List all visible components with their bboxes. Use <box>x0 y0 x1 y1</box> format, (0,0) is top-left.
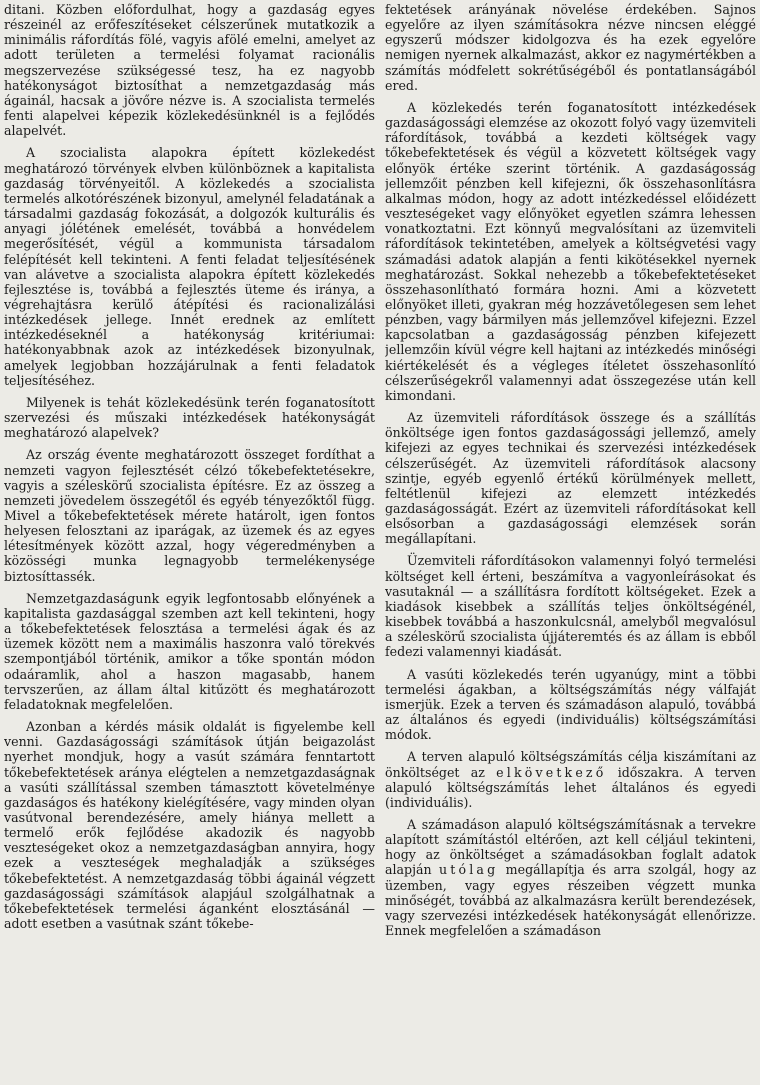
spaced-emphasis: elkövetkező <box>496 764 607 780</box>
paragraph-text: időszakra. A terven alapuló költségszámítás lehet általános és egyedi (individuális). <box>385 764 756 810</box>
paragraph: Az üzemviteli ráfordítások összege és a szállítás önköltsége igen fontos gazdaságossági jellemző, amely kifejezi az egyes technikai és szervezési intézkedések célszerűségét. Az üzemviteli ráfordítások alacsony szintje, egyéb egyenlő értékű körülmények mellett, feltétlenül kifejezi az elemzett intézkedés gazdaságosságát. Ezért az üzemviteli ráfordításokat kell elsősorban a gazdaságossági elemzések során megállapítani. <box>385 410 756 547</box>
paragraph <box>385 749 756 810</box>
paragraph: A közlekedés terén foganatosított intézkedések gazdaságossági elemzése az okozott folyó vagy üzemviteli ráfordítások, továbbá a kezdeti költségek vagy tőkebefektetések és végül a közvetett költségek vagy előnyök értéke szerint történik. A gazdaságosság jellemzőit pénzben kell kifejezni, ők összehasonlításra alkalmas módon, hogy az adott intézkedéssel előidézett veszteségeket vagy előnyöket egyetlen számra lehessen vonatkoztatni. Ezt könnyű megvalósítani az üzemviteli ráfordítások tekintetében, amelyek a költségvetési vagy számadási adatok alapján a fenti kikötésekkel nyernek meghatározást. Sokkal nehezebb a tőkebefektetéseket összehasonlítható formára hozni. Ami a közvetett előnyöket illeti, gyakran még hozzávetőlegesen sem lehet pénzben, vagy bármilyen más jellemzővel kifejezni. Ezzel kapcsolatban a gazdaságosság pénzben kifejezett jellemzőin kívül végre kell hajtani az intézkedés minőségi kiértékelését és a végleges ítéletet összehasonlító célszerűségekről valamennyi adat összegezése után kell kimondani. <box>385 99 756 403</box>
paragraph <box>385 817 756 938</box>
paragraph: A szocialista alapokra épített közlekedést meghatározó törvények elvben különböznek a kapitalista gazdaság törvényeitől. A közlekedés a szocialista termelés alkotórészének bizonyul, amelynél feladatának a társadalmi gazdaság fokozását, a dolgozók kulturális és anyagi jólétének emelését, továbbá a honvédelem megerősítését, végül a kommunista társadalom felépítését kell tekinteni. A fenti feladat teljesítésének van alávetve a szocialista alapokra épített közlekedés fejlesztése is, továbbá a fejlesztés üteme és iránya, a végrehajtásra kerülő átépítési és racionalizálási intézkedések jellege. Innét erednek az említett intézkedéseknél a hatékonyság kritériumai: hatékonyabbnak azok az intézkedések bizonyulnak, amelyek legjobban hozzájárulnak a fenti feladatok teljesítéséhez. <box>4 145 375 388</box>
left-column <box>4 2 375 1085</box>
paragraph: ditani. Közben előfordulhat, hogy a gazdaság egyes részeinél az erőfeszítéseket célszerűnek mutatkozik a minimális ráfordítás fölé, vagyis afölé emelni, amelyet az adott területen a termelési folyamat racionális megszervezése szükségessé tesz, ha ez nagyobb hatékonyságot biztosíthat a nemzetgazdaság más ágainál, hacsak a jövőre nézve is. A szocialista termelés fenti alapelvei képezik közlekedésünknél is a fejlődés alapelvét. <box>4 2 375 139</box>
paragraph-text: megállapítja és arra szolgál, hogy az üzemben, vagy egyes részeiben végzett munka minőségét, továbbá az alkalmazásra került berendezések, vagy szervezési intézkedések hatékonyságát ellenőrizze. Ennek megfelelően a számadáson <box>385 862 756 939</box>
paragraph: Azonban a kérdés másik oldalát is figyelembe kell venni. Gazdaságossági számítások útján beigazolást nyerhet mondjuk, hogy a vasút számára fenntartott tőkebefektetések aránya elégtelen a nemzetgazdaságnak a vasúti szállítással szemben támasztott követelménye gazdaságos és hatékony kielégítésére, vagy minden olyan vasútvonal berendezésére, amely hiánya mellett a termelő erők fejlődése akadozik és nagyobb veszteségeket okoz a nemzetgazdaságban annyira, hogy ezek a veszteségek meghaladják a szükséges tőkebefektetést. A nemzetgazdaság többi ágainál végzett gazdaságossági számítások alapjául szolgálhatnak a tőkebefektetések termelési áganként elosztásánál — adott esetben a vasútnak szánt tőkebe- <box>4 719 375 932</box>
paragraph-text: A számadáson alapuló költségszámításnak a tervekre alapított számítástól eltérően, azt kell céljául tekinteni, hogy az önköltséget a számadásokban foglalt adatok alapján <box>385 816 756 878</box>
paragraph: Üzemviteli ráfordításokon valamennyi folyó termelési költséget kell érteni, beszámítva a vagyonleírásokat és vasutaknál — a szállításra fordított költségeket. Ezek a kiadások kisebbek a szállítás teljes önköltségénél, kisebbek továbbá a haszonkulcsnál, amelyből megvalósul a széleskörű szocialista újjáteremtés és az állam is ebből fedezi valamennyi kiadását. <box>385 553 756 660</box>
spaced-emphasis: utólag <box>439 862 499 878</box>
paragraph: A vasúti közlekedés terén ugyanúgy, mint a többi termelési ágakban, a költségszámítás négy válfaját ismerjük. Ezek a terven és számadáson alapuló, továbbá az általános és egyedi (individuális) költségszámítási módok. <box>385 666 756 743</box>
paragraph-text: A terven alapuló költségszámítás célja kiszámítani az önköltséget az <box>385 749 756 780</box>
paragraph: Milyenek is tehát közlekedésünk terén foganatosított szervezési és műszaki intézkedések hatékonyságát meghatározó alapelvek? <box>4 394 375 441</box>
right-column <box>385 2 756 1085</box>
paragraph: Az ország évente meghatározott összeget fordíthat a nemzeti vagyon fejlesztését célzó tőkebefektetésekre, vagyis a széleskörű szocialista építésre. Ez az összeg a nemzeti jövedelem összegétől és egyéb tényezőktől függ. Mivel a tőkebefektetések mérete határolt, igen fontos helyesen felosztani az iparágak, az üzemek és az egyes létesítmények között azzal, hogy végeredményben a közösségi munka legnagyobb termelékenysége biztosíttassék. <box>4 447 375 584</box>
paragraph: Nemzetgazdaságunk egyik legfontosabb előnyének a kapitalista gazdasággal szemben azt kell tekinteni, hogy a tőkebefektetések felosztása a termelési ágak és az üzemek között nem a maximális haszonra való törekvés szempontjából történik, amikor a tőke spontán módon odaáramlik, ahol a haszon magasabb, hanem tervszerűen, az állam által kitűzött és meghatározott feladatoknak megfelelően. <box>4 590 375 712</box>
paragraph: fektetések arányának növelése érdekében. Sajnos egyelőre az ilyen számításokra nézve nincsen eléggé egyszerű módszer kidolgozva és ha ezek egyelőre nemigen nyernek alkalmazást, akkor ez nagymértékben a számítás módfelett sokrétűségéből és pontatlanságából ered. <box>385 2 756 93</box>
